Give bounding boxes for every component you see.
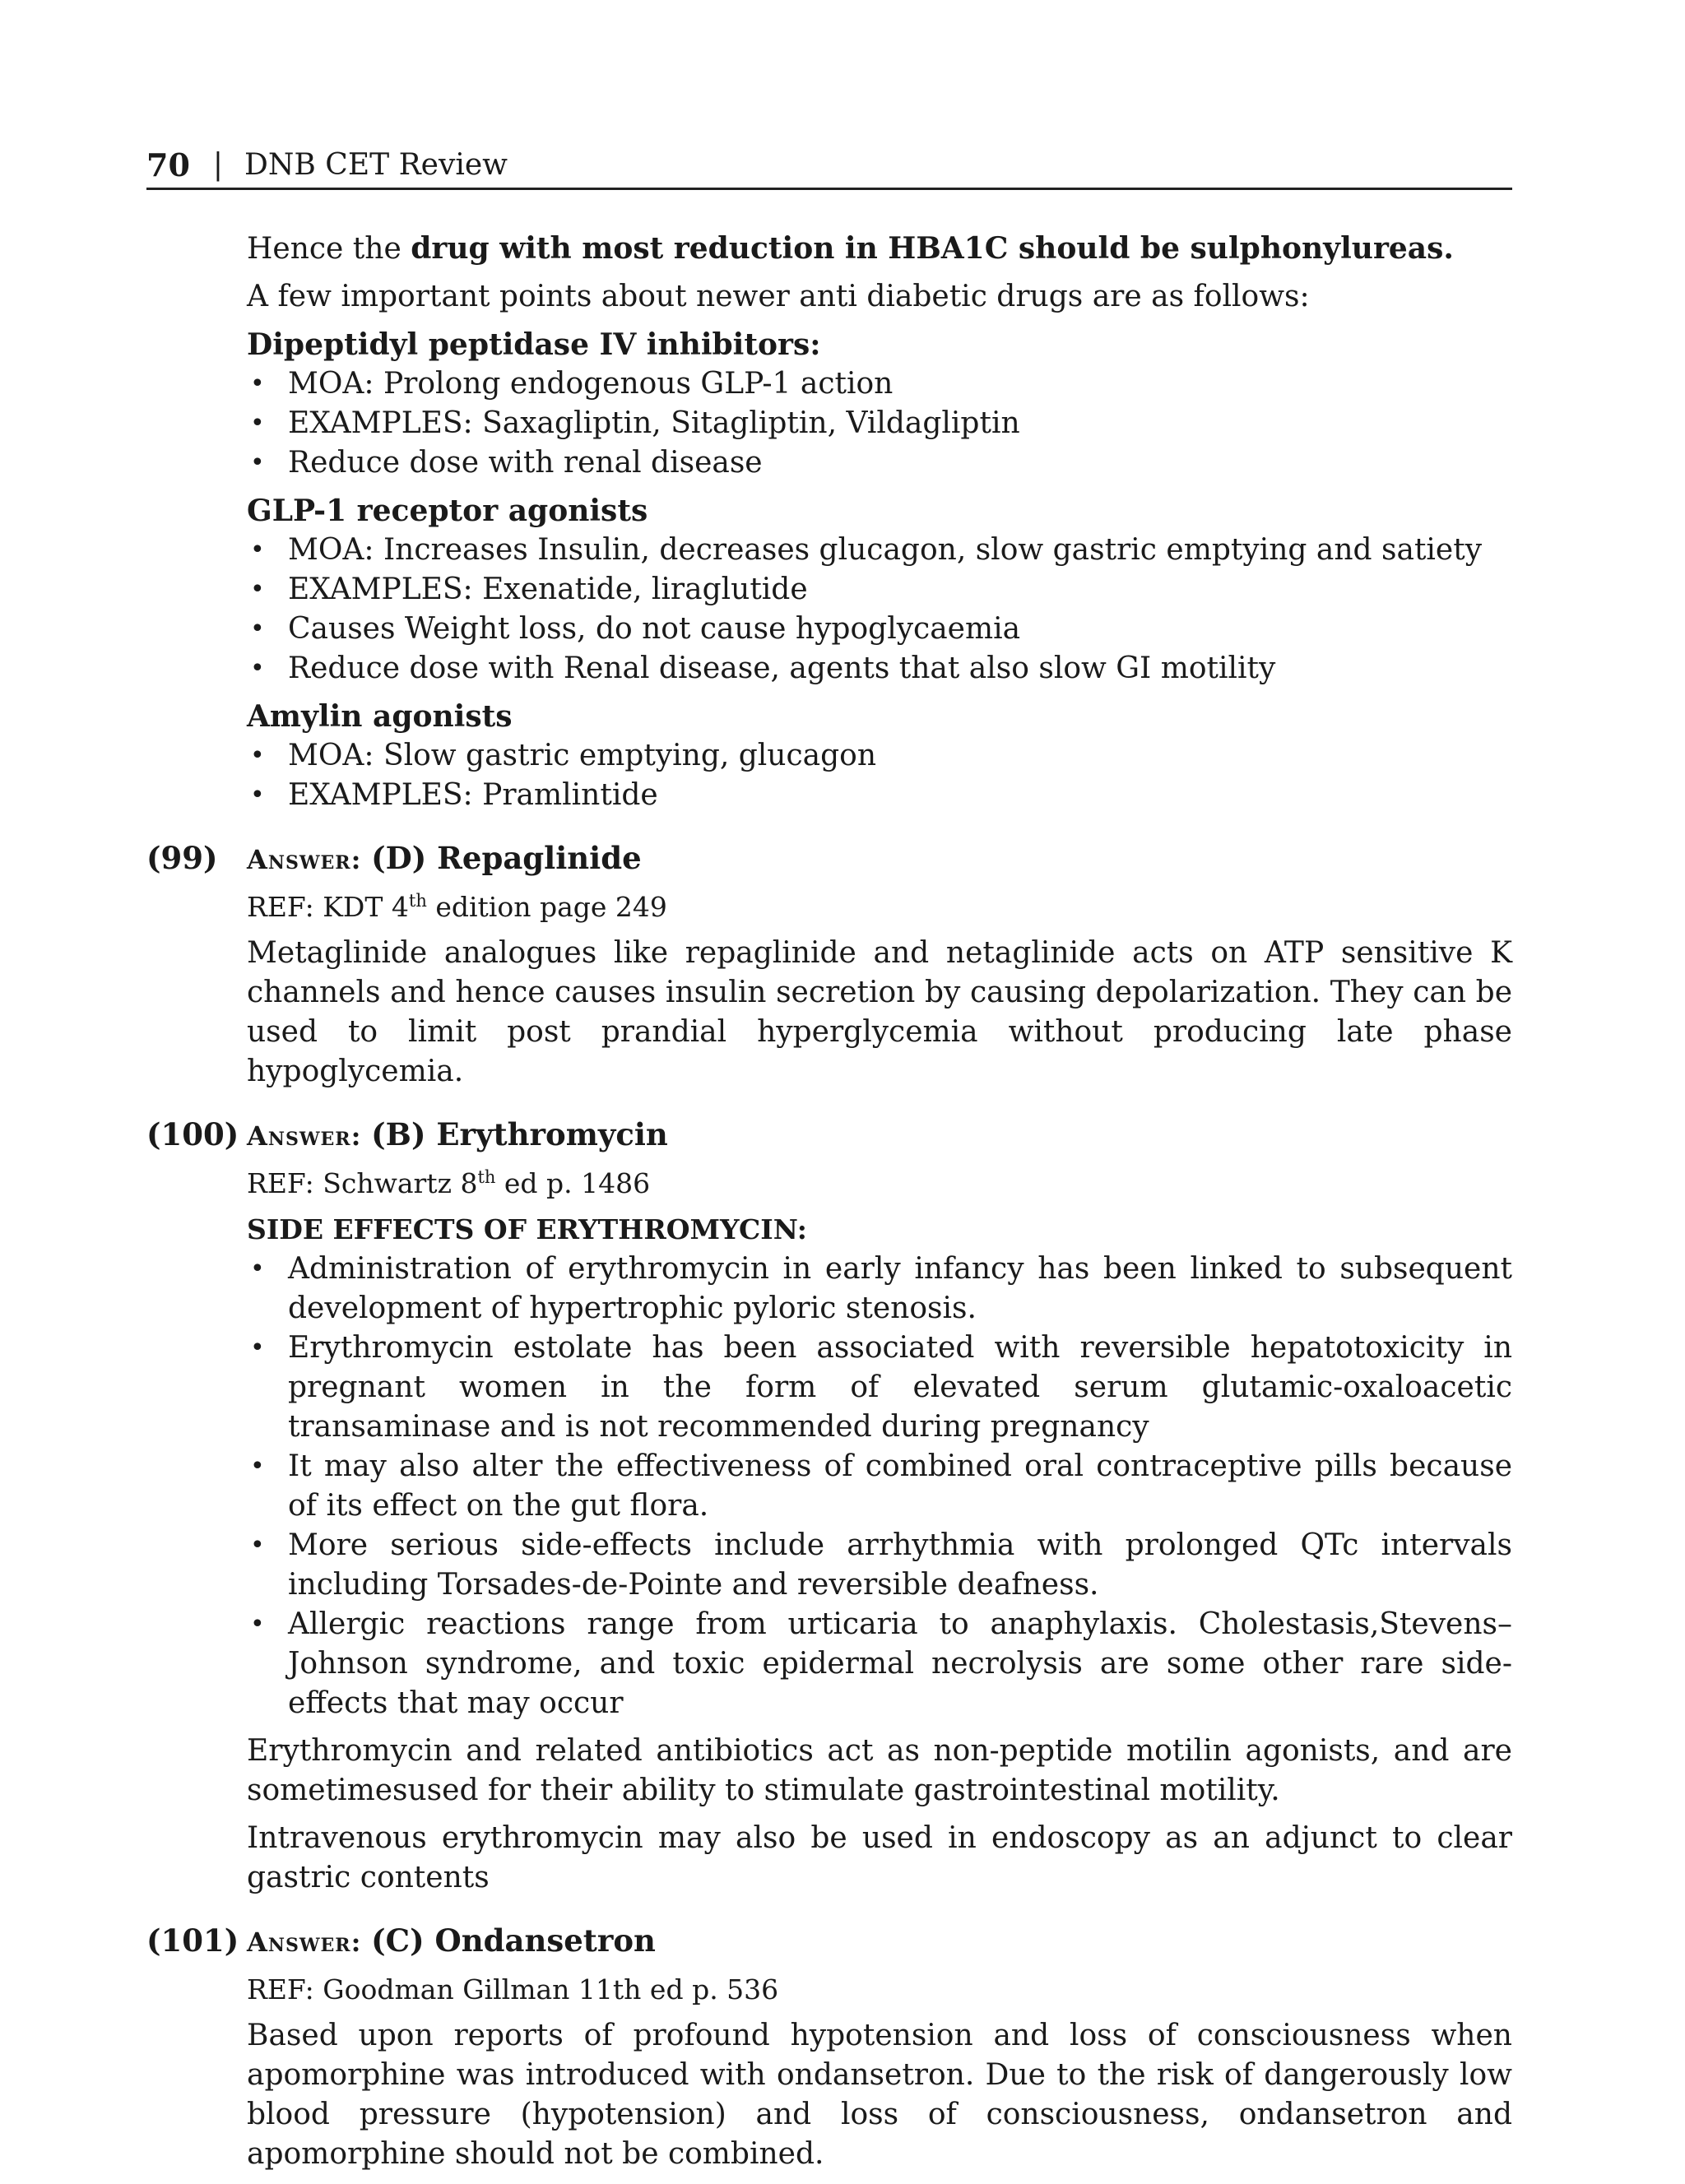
list-item: • MOA: Slow gastric emptying, glucagon xyxy=(247,736,1512,776)
ref-text: edition page 249 xyxy=(426,891,667,923)
amylin-list xyxy=(247,736,1512,815)
book-title: DNB CET Review xyxy=(244,147,508,182)
q99-reference xyxy=(247,888,1512,927)
q99-answer xyxy=(146,838,1512,879)
answer-label: Answer: xyxy=(247,844,362,875)
intro-paragraph-2: A few important points about newer anti diabetic drugs are as follows: xyxy=(247,280,1310,313)
glp1-list xyxy=(247,531,1512,689)
list-item: • Reduce dose with Renal disease, agents that also slow GI motility xyxy=(247,649,1512,689)
list-item: • Erythromycin estolate has been associated with reversible hepatotoxicity in pregnant women in the form of elevated serum glutamic-oxaloacetic transaminase and is not recommended during pregnancy xyxy=(247,1328,1512,1447)
list-item: • Allergic reactions range from urticaria to anaphylaxis. Cholestasis,Stevens–Johnson syndrome, and toxic epidermal necrolysis are some other rare side-effects that may occur xyxy=(247,1605,1512,1723)
dpp4-heading: Dipeptidyl peptidase IV inhibitors: xyxy=(247,327,821,362)
q100-reference xyxy=(247,1164,1512,1203)
q101-answer xyxy=(146,1921,1512,1962)
list-item: • EXAMPLES: Exenatide, liraglutide xyxy=(247,570,1512,610)
list-item: • Causes Weight loss, do not cause hypoglycaemia xyxy=(247,610,1512,649)
list-item: • MOA: Prolong endogenous GLP-1 action xyxy=(247,364,1512,404)
page-number: 70 xyxy=(146,146,190,183)
page-content xyxy=(146,229,1512,2182)
list-item: • MOA: Increases Insulin, decreases glucagon, slow gastric emptying and satiety xyxy=(247,531,1512,570)
question-number: (101) xyxy=(146,1922,239,1959)
answer-text: (D) Repaglinide xyxy=(371,840,642,876)
ref-text: ed p. 1486 xyxy=(495,1167,651,1199)
ref-sup: th xyxy=(408,891,427,911)
side-effects-list xyxy=(247,1250,1512,1723)
answer-label: Answer: xyxy=(247,1927,362,1958)
amylin-heading: Amylin agonists xyxy=(247,699,513,734)
q101-explanation: Based upon reports of profound hypotension and loss of consciousness when apomorphine was introduced with ondansetron. Due to the risk of dangerously low blood pressure (hypotension) and loss of consciousness, ondansetron and apomorphine should not be combined. xyxy=(247,2019,1512,2171)
glp1-heading: GLP-1 receptor agonists xyxy=(247,494,648,528)
page-header xyxy=(146,141,1512,190)
q100-explanation-2: Intravenous erythromycin may also be used in endoscopy as an adjunct to clear gastric contents xyxy=(247,1821,1512,1894)
ref-text: REF: Schwartz 8 xyxy=(247,1167,478,1199)
list-item: • It may also alter the effectiveness of combined oral contraceptive pills because of its effect on the gut flora. xyxy=(247,1447,1512,1526)
dpp4-list xyxy=(247,364,1512,483)
list-item: • EXAMPLES: Pramlintide xyxy=(247,776,1512,815)
answer-text: (C) Ondansetron xyxy=(371,1922,656,1959)
intro-text: Hence the xyxy=(247,232,411,266)
answer-label: Answer: xyxy=(247,1120,362,1152)
q100-explanation-1: Erythromycin and related antibiotics act as non-peptide motilin agonists, and are sometimesused for their ability to stimulate gastrointestinal motility. xyxy=(247,1734,1512,1807)
q100-answer xyxy=(146,1115,1512,1156)
list-item: • Reduce dose with renal disease xyxy=(247,443,1512,483)
question-number: (100) xyxy=(146,1116,239,1152)
ref-sup: th xyxy=(477,1167,496,1187)
ref-text: REF: KDT 4 xyxy=(247,891,409,923)
header-separator: | xyxy=(212,147,224,182)
side-effects-heading: SIDE EFFECTS OF ERYTHROMYCIN: xyxy=(247,1213,807,1245)
q99-explanation: Metaglinide analogues like repaglinide and netaglinide acts on ATP sensitive K channels and hence causes insulin secretion by causing depolarization. They can be used to limit post prandial hyperglycemia without producing late phase hypoglycemia. xyxy=(247,936,1512,1088)
list-item: • EXAMPLES: Saxagliptin, Sitagliptin, Vildagliptin xyxy=(247,404,1512,443)
list-item: • Administration of erythromycin in early infancy has been linked to subsequent development of hypertrophic pyloric stenosis. xyxy=(247,1250,1512,1328)
intro-bold-text: drug with most reduction in HBA1C should be sulphonylureas. xyxy=(411,231,1454,266)
question-number: (99) xyxy=(146,840,218,876)
intro-paragraph xyxy=(247,229,1512,269)
answer-text: (B) Erythromycin xyxy=(371,1116,668,1152)
list-item: • More serious side-effects include arrhythmia with prolonged QTc intervals including Torsades-de-Pointe and reversible deafness. xyxy=(247,1526,1512,1605)
q101-reference: REF: Goodman Gillman 11th ed p. 536 xyxy=(247,1973,779,2005)
